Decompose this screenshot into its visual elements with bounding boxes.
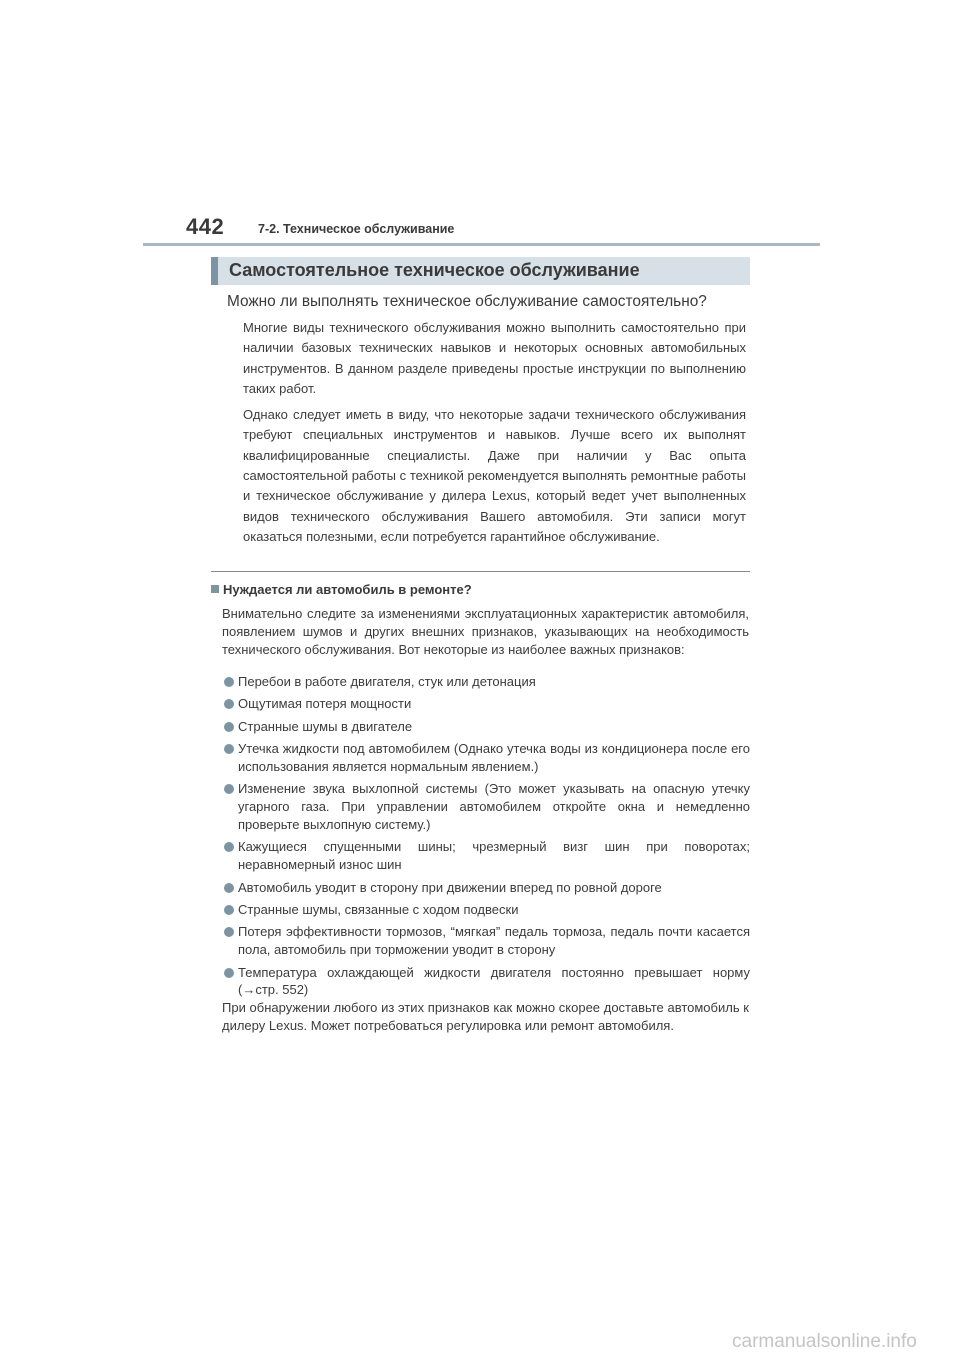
list-item: Кажущиеся спущенными шины; чрезмерный визг шин при поворотах; неравномерный износ шин	[222, 838, 750, 874]
question-heading: Можно ли выполнять техническое обслуживание самостоятельно?	[227, 293, 707, 310]
list-item: Странные шумы, связанные с ходом подвески	[222, 901, 750, 919]
list-item: Ощутимая потеря мощности	[222, 695, 750, 713]
square-bullet-icon	[211, 585, 219, 593]
page-number: 442	[186, 214, 225, 239]
bullet-icon	[224, 784, 234, 794]
intro-paragraph: Однако следует иметь в виду, что некоторые задачи технического обслуживания требуют специальных инструментов и навыков. Лучше всего их выполнят квалифицированные специалисты. Даже при наличии у Вас опыта самостоятельной работы с техникой рекомендуется выполнять ремонтные работы и техническое обслуживание у дилера Lexus, который ведет учет выполненных видов технического обслуживания Вашего автомобиля. Эти записи могут оказаться полезными, если потребуется гарантийное обслуживание.	[243, 407, 746, 544]
list-item: Изменение звука выхлопной системы (Это может указывать на опасную утечку угарного газа. При управлении автомобилем откройте окна и немедленно проверьте выхлопную систему.)	[222, 780, 750, 833]
list-item: Утечка жидкости под автомобилем (Однако утечка воды из кондиционера после его использования является нормальным явлением.)	[222, 740, 750, 776]
repair-heading	[211, 582, 472, 597]
repair-intro: Внимательно следите за изменениями эксплуатационных характеристик автомобиля, появлением шумов и других внешних признаков, указывающих на необходимость технического обслуживания. Вот некоторые из наиболее важных признаков:	[222, 606, 749, 657]
bullet-icon	[224, 699, 234, 709]
bullet-icon	[224, 968, 234, 978]
bullet-icon	[224, 744, 234, 754]
bullet-icon	[224, 883, 234, 893]
list-item: Потеря эффективности тормозов, “мягкая” педаль тормоза, педаль почти касается пола, автомобиль при торможении уводит в сторону	[222, 923, 750, 959]
section-title: Самостоятельное техническое обслуживание	[229, 260, 640, 280]
list-item: Температура охлаждающей жидкости двигателя постоянно превышает норму (→стр. 552)	[222, 964, 750, 1000]
bullet-icon	[224, 842, 234, 852]
bullet-icon	[224, 677, 234, 687]
repair-heading-text: Нуждается ли автомобиль в ремонте?	[223, 582, 472, 597]
header-divider	[143, 243, 820, 246]
section-divider	[211, 571, 750, 572]
page-header	[0, 0, 960, 250]
section-title-box	[211, 257, 750, 285]
intro-block	[243, 318, 746, 553]
watermark: carmanualsonline.info	[732, 1331, 917, 1352]
bullet-icon	[224, 927, 234, 937]
bullet-icon	[224, 722, 234, 732]
repair-conclusion: При обнаружении любого из этих признаков как можно скорее доставьте автомобиль к дилеру Lexus. Может потребоваться регулировка или ремонт автомобиля.	[222, 1000, 749, 1033]
list-item: Автомобиль уводит в сторону при движении вперед по ровной дороге	[222, 879, 750, 897]
list-item: Перебои в работе двигателя, стук или детонация	[222, 673, 750, 691]
list-item: Странные шумы в двигателе	[222, 718, 750, 736]
intro-paragraph: Многие виды технического обслуживания можно выполнить самостоятельно при наличии базовых технических навыков и некоторых основных автомобильных инструментов. В данном разделе приведены простые инструкции по выполнению таких работ.	[243, 320, 746, 396]
bullet-icon	[224, 905, 234, 915]
section-label: 7-2. Техническое обслуживание	[258, 222, 455, 236]
symptom-list	[222, 673, 750, 1004]
